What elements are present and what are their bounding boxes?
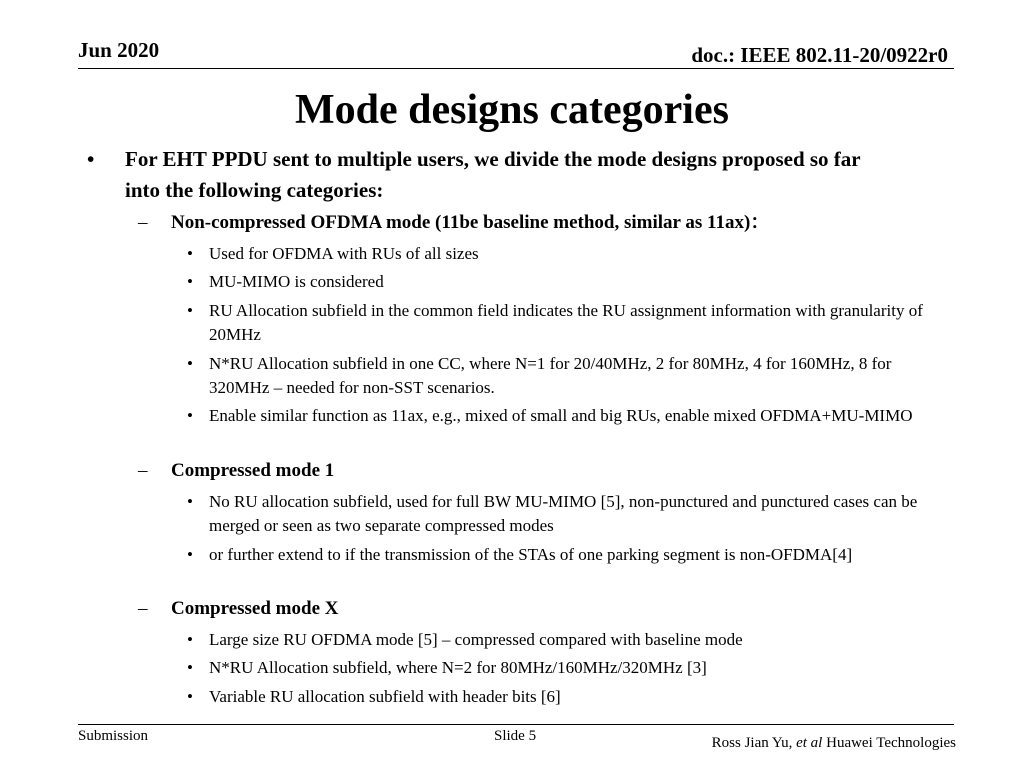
dash-marker: – <box>138 460 148 481</box>
footer-submission: Submission <box>78 728 149 744</box>
category-2-heading: Compressed mode 1 <box>171 460 335 481</box>
author-org: Huawei Technologies <box>826 735 956 751</box>
dot-marker: • <box>187 406 193 425</box>
category-1-item: Enable similar function as 11ax, e.g., mixed of small and big RUs, enable mixed OFDMA+MU-MIMO <box>209 406 913 425</box>
category-1-item: N*RU Allocation subfield in one CC, where N=1 for 20/40MHz, 2 for 80MHz, 4 for 160MHz, 8 for 320MHz – needed for non-SST scenarios. <box>209 354 892 397</box>
category-1-heading: Non-compressed OFDMA mode (11be baseline method, similar as 11ax)： <box>171 212 770 233</box>
dot-marker: • <box>187 244 193 263</box>
header-date: Jun 2020 <box>78 38 160 62</box>
dot-marker: • <box>187 492 193 511</box>
footer-author <box>712 735 956 752</box>
bullet-marker: • <box>87 147 95 171</box>
dot-marker: • <box>187 272 193 291</box>
category-2-item: or further extend to if the transmission of the STAs of one parking segment is non-OFDMA[4] <box>209 545 853 564</box>
author-etal: et al <box>796 735 823 751</box>
dash-marker: – <box>138 598 148 619</box>
dot-marker: • <box>187 545 193 564</box>
dot-marker: • <box>187 687 193 706</box>
dot-marker: • <box>187 658 193 677</box>
author-name: Ross Jian Yu, <box>711 735 793 751</box>
dot-marker: • <box>187 301 193 320</box>
dash-marker: – <box>138 212 148 233</box>
category-3-heading: Compressed mode X <box>171 598 339 619</box>
category-2-item: No RU allocation subfield, used for full BW MU-MIMO [5], non-punctured and punctured cases can be merged or seen as two separate compressed modes <box>209 492 918 535</box>
category-1-item: MU-MIMO is considered <box>209 272 384 291</box>
header-doc-id: doc.: IEEE 802.11-20/0922r0 <box>691 43 948 67</box>
intro-text: For EHT PPDU sent to multiple users, we divide the mode designs proposed so far into the following categories: <box>125 147 861 202</box>
category-3-item: Variable RU allocation subfield with header bits [6] <box>209 687 561 706</box>
header-rule <box>78 68 954 69</box>
category-1-item: RU Allocation subfield in the common field indicates the RU assignment information with granularity of 20MHz <box>209 301 923 344</box>
category-3-item: Large size RU OFDMA mode [5] – compressed compared with baseline mode <box>209 630 743 649</box>
category-3-item: N*RU Allocation subfield, where N=2 for 80MHz/160MHz/320MHz [3] <box>209 658 707 677</box>
dot-marker: • <box>187 354 193 373</box>
footer-slide-number: Slide 5 <box>494 728 537 744</box>
slide-title: Mode designs categories <box>295 87 729 133</box>
footer-rule <box>78 724 954 725</box>
dot-marker: • <box>187 630 193 649</box>
category-1-item: Used for OFDMA with RUs of all sizes <box>209 244 479 263</box>
